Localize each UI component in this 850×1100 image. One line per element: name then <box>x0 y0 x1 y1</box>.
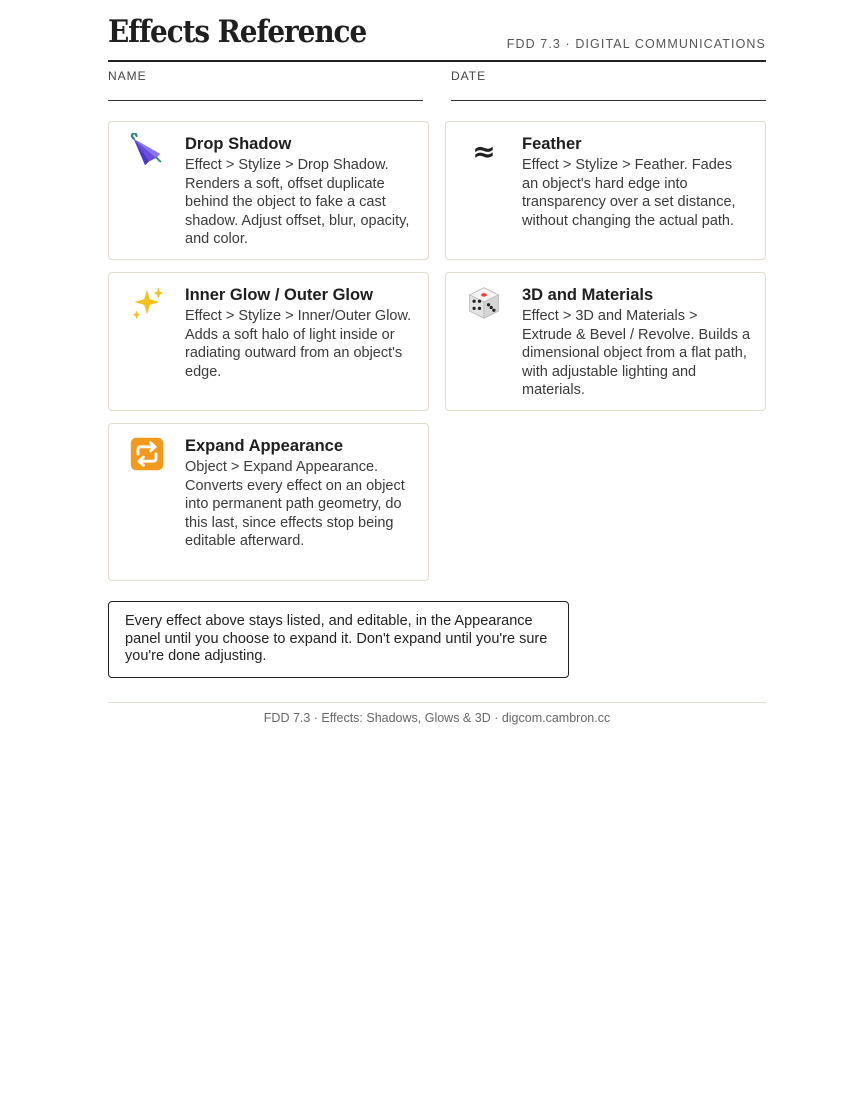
card-title: Inner Glow / Outer Glow <box>185 286 373 304</box>
date-field[interactable] <box>451 62 766 101</box>
worksheet-page <box>108 0 766 725</box>
repeat-icon <box>127 434 167 474</box>
card-body <box>185 134 414 249</box>
header <box>108 0 766 62</box>
note-box: Every effect above stays listed, and editable, in the Appearance panel until you choose to expand it. Don't expand until you're sure you're done adjusting. <box>108 601 569 678</box>
card-description: Effect > 3D and Materials > Extrude & Bevel / Revolve. Builds a dimensional object from a flat path, with adjustable lighting and materials. <box>522 308 751 398</box>
card-description: Effect > Stylize > Feather. Fades an object's hard edge into transparency over a set distance, without changing the actual path. <box>522 157 736 229</box>
page-title: Effects Reference <box>108 14 367 50</box>
card-description: Effect > Stylize > Inner/Outer Glow. Adds a soft halo of light inside or radiating outward from an object's edge. <box>185 308 412 380</box>
card-drop-shadow <box>108 121 429 260</box>
approx-equal-glyph: ≈ <box>472 135 496 168</box>
umbrella-icon <box>127 132 167 172</box>
card-3d-materials <box>445 272 766 411</box>
card-title: Expand Appearance <box>185 437 344 455</box>
card-feather <box>445 121 766 260</box>
card-body <box>185 436 414 551</box>
approx-equal-icon <box>464 132 504 172</box>
card-title: Feather <box>522 135 582 153</box>
card-body <box>185 285 414 381</box>
card-expand-appearance <box>108 423 429 581</box>
card-title: 3D and Materials <box>522 286 654 304</box>
course-subtitle: FDD 7.3 · DIGITAL COMMUNICATIONS <box>506 37 766 51</box>
card-description: Object > Expand Appearance. Converts every effect on an object into permanent path geometry, do this last, since effects stop being editable afterward. <box>185 459 405 549</box>
name-label: NAME <box>108 69 147 83</box>
name-date-fields <box>108 62 766 101</box>
card-description: Effect > Stylize > Drop Shadow. Renders a soft, offset duplicate behind the object to fake a cast shadow. Adjust offset, blur, opacity, and color. <box>185 157 410 247</box>
sparkles-icon <box>127 283 167 323</box>
date-label: DATE <box>451 69 487 83</box>
dice-icon <box>464 283 504 323</box>
name-field[interactable] <box>108 62 423 101</box>
card-glow <box>108 272 429 411</box>
card-title: Drop Shadow <box>185 135 292 153</box>
card-body <box>522 285 751 400</box>
card-body <box>522 134 751 230</box>
page-footer: FDD 7.3 · Effects: Shadows, Glows & 3D · digcom.cambron.cc <box>108 702 766 725</box>
